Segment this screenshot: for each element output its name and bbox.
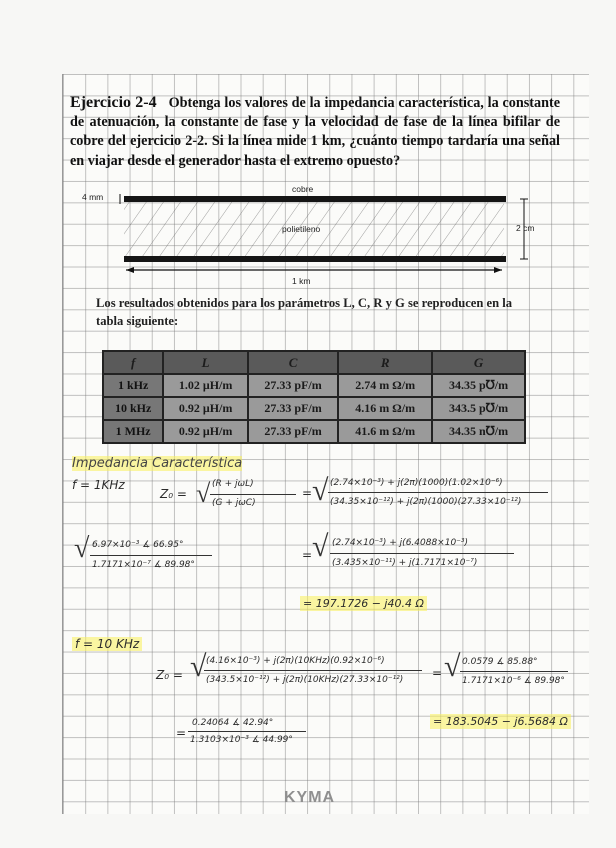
- table-cell: 1 MHz: [103, 420, 163, 443]
- table-cell: 1.02 μH/m: [163, 374, 248, 397]
- table-row: [103, 374, 525, 397]
- result-10khz: = 183.5045 − j6.5684 Ω: [430, 714, 571, 729]
- division-numerator: 0.24064 ∡ 42.94°: [192, 718, 274, 728]
- table-cell: 4.16 m Ω/m: [338, 397, 432, 420]
- header-conductance: G: [432, 351, 525, 374]
- table-cell: 27.33 pF/m: [248, 374, 338, 397]
- polar-form-2-denominator: 1.7171×10⁻⁶ ∡ 89.98°: [462, 676, 565, 686]
- polar-form-denominator: 1.7171×10⁻⁷ ∡ 89.98°: [92, 560, 195, 570]
- z0-formula-label: Z₀ =: [160, 487, 187, 501]
- diameter-label: 4 mm: [82, 192, 104, 202]
- table-cell: 343.5 p℧/m: [432, 397, 525, 420]
- diagram-drawing: [76, 180, 556, 290]
- exercise-statement: [70, 93, 560, 171]
- substitution-3-numerator: (4.16×10⁻³) + j(2π)(10KHz)(0.92×10⁻⁶): [206, 656, 385, 666]
- substitution-1-denominator: (34.35×10⁻¹²) + j(2π)(1000)(27.33×10⁻¹²): [330, 497, 522, 507]
- result-1khz: = 197.1726 − j40.4 Ω: [300, 596, 427, 611]
- kyma-watermark: KYMA: [284, 789, 336, 806]
- table-cell: 27.33 pF/m: [248, 397, 338, 420]
- header-inductance: L: [163, 351, 248, 374]
- z0-formula-label-2: Z₀ =: [156, 668, 183, 682]
- polar-form-numerator: 6.97×10⁻³ ∡ 66.95°: [92, 540, 184, 550]
- length-label: 1 km: [292, 276, 311, 286]
- substitution-2-denominator: (3.435×10⁻¹¹) + j(1.7171×10⁻⁷): [332, 558, 478, 568]
- notes-heading: Impedancia Característica: [72, 456, 243, 471]
- polar-form-2-numerator: 0.0579 ∡ 85.88°: [462, 657, 538, 667]
- upper-conductor: [124, 196, 506, 202]
- parameters-table: [102, 350, 526, 444]
- spacing-label: 2 cm: [516, 223, 535, 233]
- table-cell: 1 kHz: [103, 374, 163, 397]
- exercise-title: Ejercicio 2-4: [70, 94, 157, 111]
- table-row: [103, 420, 525, 443]
- z0-formula-numerator: (R + jωL): [212, 479, 254, 489]
- z0-formula-denominator: (G + jωC): [212, 498, 256, 508]
- dielectric-label: polietileno: [282, 224, 321, 234]
- exercise-text: Obtenga los valores de la impedancia característica, la constante de atenuación, la constante de fase y la velocidad de fase de la línea bifilar de cobre del ejercicio 2-2. Si la línea mide 1 km, ¿cuánto tiempo tardaría una señal en viajar desde el generador hasta el extremo opuesto?: [70, 95, 561, 169]
- table-cell: 0.92 μH/m: [163, 420, 248, 443]
- table-cell: 27.33 pF/m: [248, 420, 338, 443]
- substitution-1-numerator: (2.74×10⁻³) + j(2π)(1000)(1.02×10⁻⁶): [330, 478, 503, 488]
- header-resistance: R: [338, 351, 432, 374]
- table-cell: 10 kHz: [103, 397, 163, 420]
- intro-text: Los resultados obtenidos para los parámetros L, C, R y G se reproducen en la tabla siguiente:: [96, 296, 513, 328]
- header-capacitance: C: [248, 351, 338, 374]
- substitution-2-numerator: (2.74×10⁻³) + j(6.4088×10⁻³): [332, 538, 469, 548]
- frequency-1khz-label: f = 1KHz: [72, 478, 125, 492]
- conductor-label: cobre: [292, 184, 314, 194]
- table-cell: 41.6 m Ω/m: [338, 420, 432, 443]
- lower-conductor: [124, 256, 506, 262]
- bifilar-line-diagram: [76, 180, 556, 290]
- table-cell: 2.74 m Ω/m: [338, 374, 432, 397]
- division-denominator: 1.3103×10⁻³ ∡ 44.99°: [190, 735, 293, 745]
- table-row: [103, 397, 525, 420]
- header-frequency: f: [103, 351, 163, 374]
- table-cell: 0.92 μH/m: [163, 397, 248, 420]
- table-cell: 34.35 n℧/m: [432, 420, 525, 443]
- table-header-row: [103, 351, 525, 374]
- substitution-3-denominator: (343.5×10⁻¹²) + j(2π)(10KHz)(27.33×10⁻¹²): [206, 675, 404, 685]
- table-cell: 34.35 p℧/m: [432, 374, 525, 397]
- frequency-10khz-label: f = 10 KHz: [72, 637, 142, 651]
